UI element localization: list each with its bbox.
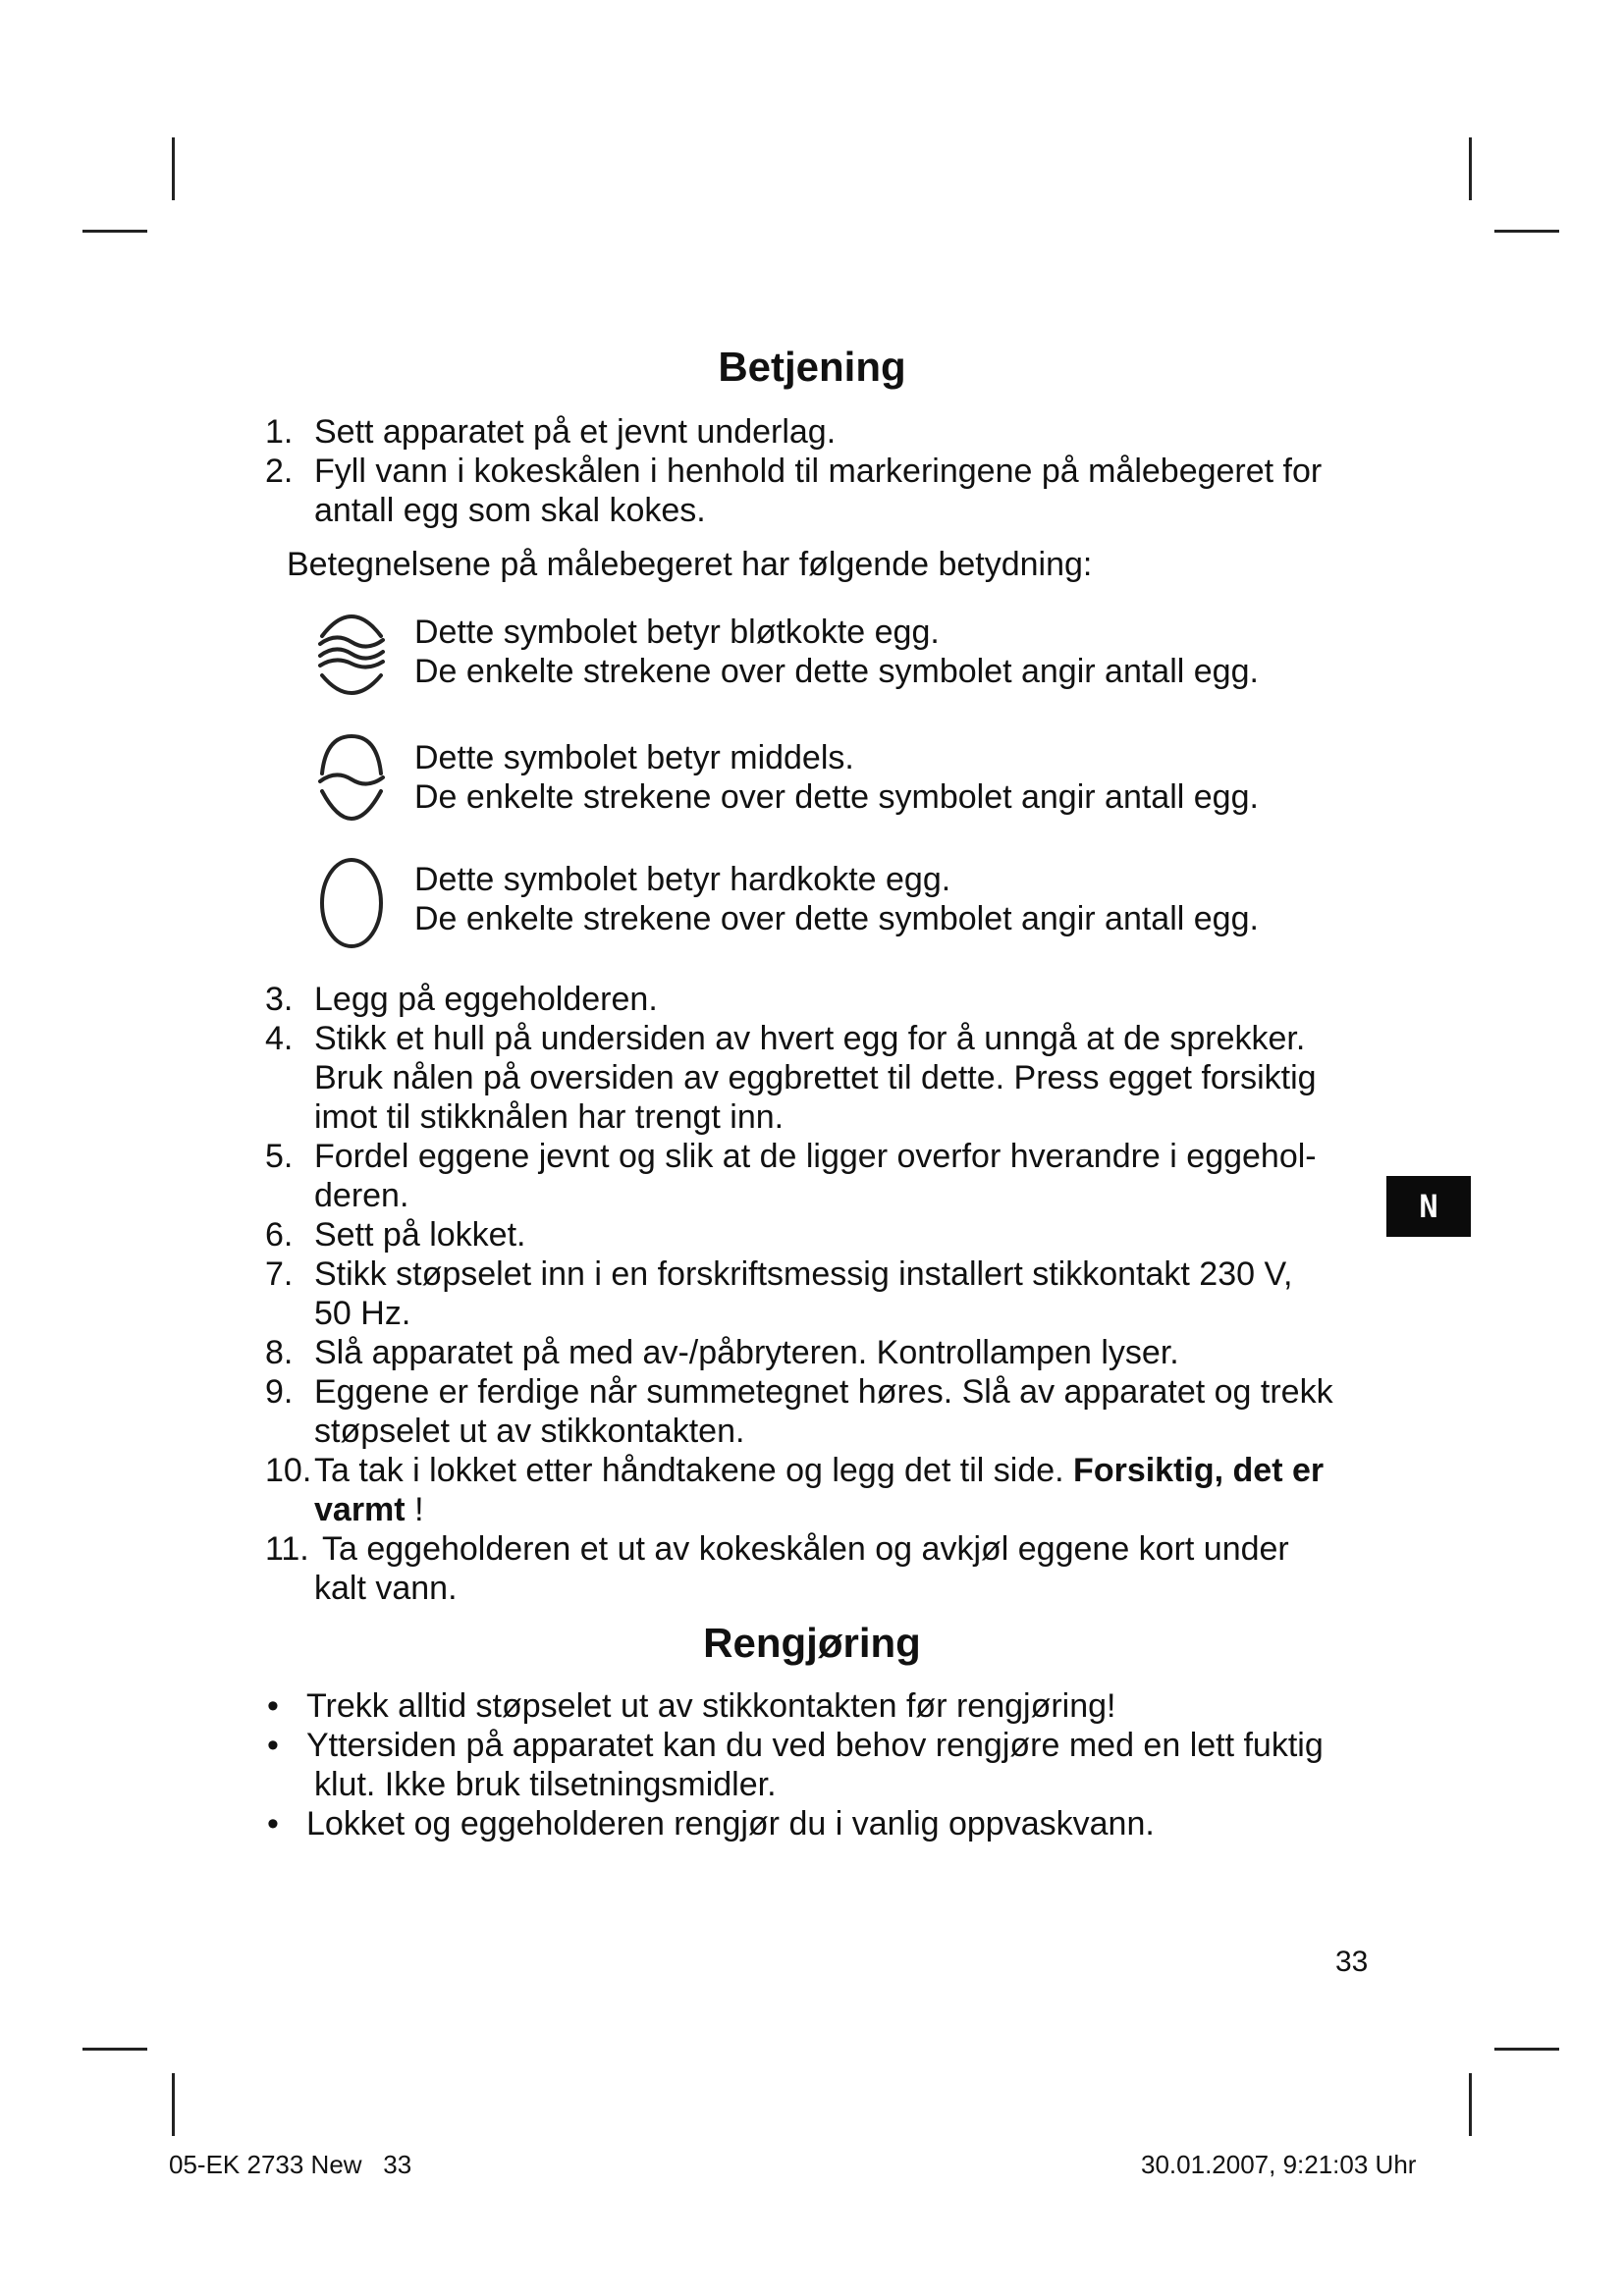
crop-mark [1469, 137, 1472, 200]
list-item [265, 1451, 1394, 1529]
step-text: deren. [314, 1177, 409, 1214]
bullet-icon: • [267, 1727, 279, 1764]
bullet-text: Lokket og eggeholderen rengjør du i vanlig oppvaskvann. [306, 1805, 1155, 1842]
symbol-text: De enkelte strekene over dette symbolet angir antall egg. [414, 900, 1259, 937]
step-text: Legg på eggeholderen. [314, 981, 658, 1018]
symbol-description [414, 738, 1259, 817]
section-title-betjening: Betjening [718, 344, 906, 390]
step-text: imot til stikknålen har trengt inn. [314, 1098, 785, 1136]
step-text: Ta eggeholderen et ut av kokeskålen og avkjøl eggene kort under [322, 1530, 1289, 1568]
step-text: Stikk støpselet inn i en forskriftsmessig installert stikkontakt 230 V, [314, 1255, 1293, 1293]
step-text-normal: Ta tak i lokket etter håndtakene og legg det til side. [314, 1452, 1064, 1489]
list-item [265, 1372, 1394, 1451]
warning-text: Forsiktig, det er [1073, 1452, 1325, 1489]
list-item [265, 412, 1394, 452]
step-text: Sett apparatet på et jevnt underlag. [314, 413, 837, 451]
steps-list-a [265, 412, 1394, 530]
list-item [265, 452, 1394, 530]
page-number: 33 [1335, 1946, 1369, 1978]
step-text: antall egg som skal kokes. [314, 492, 706, 529]
step-text: Eggene er ferdige når summetegnet høres. Slå av apparatet og trekk [314, 1373, 1333, 1411]
list-item [265, 1215, 1394, 1255]
crop-mark [1494, 2048, 1559, 2051]
step-text [314, 1451, 1394, 1490]
step-text: støpselet ut av stikkontakten. [314, 1413, 745, 1450]
step-number: 6. [265, 1216, 294, 1254]
list-item [265, 1019, 1394, 1137]
symbol-description [414, 613, 1259, 691]
symbol-text: De enkelte strekene over dette symbolet angir antall egg. [414, 653, 1259, 690]
list-item [265, 1726, 1394, 1804]
step-number: 7. [265, 1255, 294, 1293]
step-number: 11. [265, 1530, 309, 1568]
crop-mark [1494, 230, 1559, 233]
crop-mark [82, 2048, 147, 2051]
list-item [265, 980, 1394, 1019]
symbol-text: Dette symbolet betyr middels. [414, 739, 854, 776]
language-tab: N [1386, 1176, 1471, 1237]
section-title-rengjoring: Rengjøring [703, 1620, 921, 1666]
step-text [314, 1490, 1394, 1529]
crop-mark [172, 2073, 175, 2136]
warning-text: varmt [314, 1491, 406, 1528]
step-number: 5. [265, 1138, 294, 1175]
bullet-icon: • [267, 1805, 279, 1842]
step-text: Sett på lokket. [314, 1216, 526, 1254]
symbol-text: Dette symbolet betyr hardkokte egg. [414, 861, 951, 898]
symbol-description [414, 860, 1259, 938]
step-text: Bruk nålen på oversiden av eggbrettet til dette. Press egget forsiktig [314, 1059, 1317, 1096]
step-text: Fyll vann i kokeskålen i henhold til markeringene på målebegeret for [314, 453, 1323, 490]
step-text: kalt vann. [314, 1570, 458, 1607]
hard-boiled-egg-icon [316, 854, 387, 952]
bullet-text: klut. Ikke bruk tilsetningsmidler. [314, 1766, 777, 1803]
footer-right: 30.01.2007, 9:21:03 Uhr [1141, 2150, 1417, 2179]
soft-boiled-egg-icon [316, 603, 387, 701]
crop-mark [1469, 2073, 1472, 2136]
step-number: 10. [265, 1452, 312, 1489]
step-number: 2. [265, 453, 294, 490]
symbol-text: Dette symbolet betyr bløtkokte egg. [414, 614, 940, 651]
bullet-icon: • [267, 1687, 279, 1725]
step-number: 4. [265, 1020, 294, 1057]
crop-mark [82, 230, 147, 233]
list-item [265, 1529, 1394, 1608]
medium-boiled-egg-icon [316, 730, 387, 828]
step-text: Fordel eggene jevnt og slik at de ligger overfor hverandre i eggehol- [314, 1138, 1317, 1175]
crop-mark [172, 137, 175, 200]
list-item [265, 1255, 1394, 1333]
step-text: 50 Hz. [314, 1295, 411, 1332]
symbol-intro: Betegnelsene på målebegeret har følgende betydning: [287, 546, 1093, 583]
list-item [265, 1804, 1394, 1843]
bullet-text: Trekk alltid støpselet ut av stikkontakten før rengjøring! [306, 1687, 1116, 1725]
list-item [265, 1333, 1394, 1372]
step-number: 9. [265, 1373, 294, 1411]
list-item [265, 1137, 1394, 1215]
steps-list-b [265, 980, 1394, 1608]
footer-left: 05-EK 2733 New 33 [169, 2150, 412, 2179]
symbol-text: De enkelte strekene over dette symbolet angir antall egg. [414, 778, 1259, 816]
step-text-normal: ! [414, 1491, 424, 1528]
step-number: 8. [265, 1334, 294, 1371]
step-number: 3. [265, 981, 294, 1018]
step-text: Slå apparatet på med av-/påbryteren. Kontrollampen lyser. [314, 1334, 1179, 1371]
bullet-text: Yttersiden på apparatet kan du ved behov rengjøre med en lett fuktig [306, 1727, 1324, 1764]
step-text: Stikk et hull på undersiden av hvert egg for å unngå at de sprekker. [314, 1020, 1306, 1057]
list-item [265, 1686, 1394, 1726]
cleaning-list [265, 1686, 1394, 1843]
step-number: 1. [265, 413, 294, 451]
